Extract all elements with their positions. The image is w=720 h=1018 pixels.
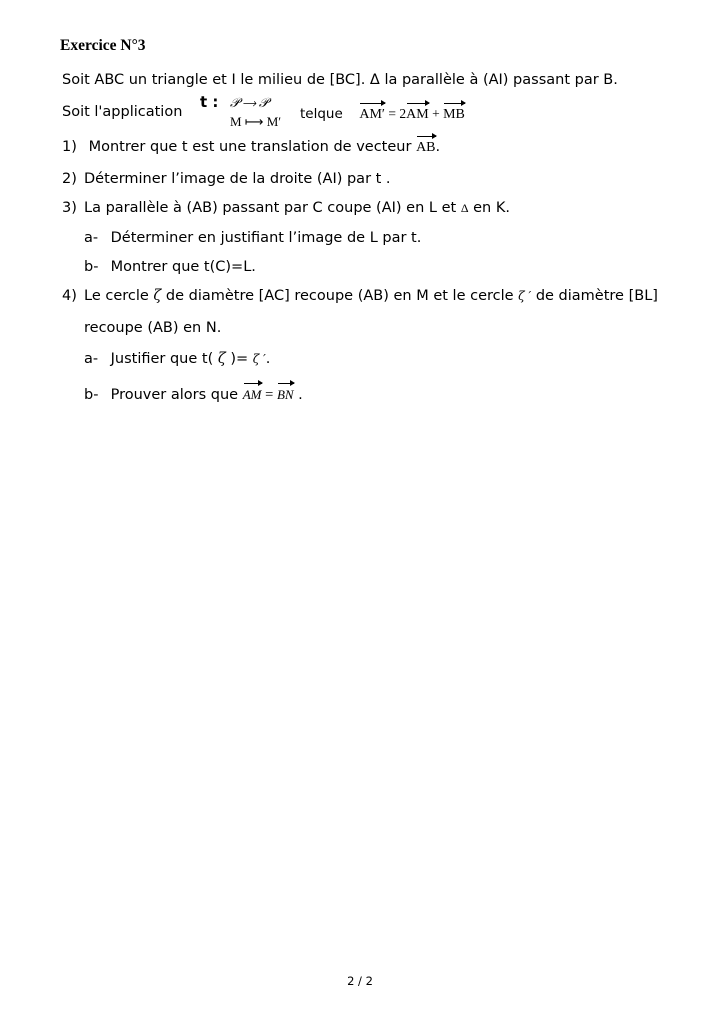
question-4a-zeta-prime: ζ ′ (252, 352, 266, 366)
question-3-number: 3) (62, 200, 77, 216)
intro-line-2 (62, 103, 182, 121)
zeta-prime-symbol: ζ ′ (518, 289, 532, 303)
question-1 (62, 134, 440, 157)
question-3 (62, 199, 510, 217)
question-2-text: Déterminer l’image de la droite (AI) par t . (84, 171, 391, 187)
delta-symbol: Δ (460, 201, 469, 215)
question-2-number: 2) (62, 171, 77, 187)
telque-word: telque (300, 106, 343, 122)
vector-mb: MB (443, 101, 465, 124)
exercise-title: Exercice N°3 (60, 37, 146, 54)
question-4a (84, 350, 270, 368)
question-4a-text-1: Justifier que t( (106, 351, 218, 367)
question-1-end: . (435, 139, 441, 155)
vector-am: AM (406, 101, 429, 124)
question-4b-end: . (293, 387, 303, 403)
mapping-condition (300, 101, 465, 124)
question-3-text-b: en K. (468, 200, 510, 216)
question-4a-label: a- (84, 351, 99, 367)
plus-sign: + (428, 106, 444, 121)
intro-line-1: Soit ABC un triangle et I le milieu de [BC]. Δ la parallèle à (AI) passant par B. (62, 72, 618, 88)
question-4a-end: . (265, 351, 271, 367)
question-3a-label: a- (84, 230, 99, 246)
map-rule: M ⟼ M′ (230, 114, 282, 129)
map-symbol: t : (200, 93, 219, 111)
application-mapping (200, 93, 290, 133)
question-4b-label: b- (84, 387, 99, 403)
question-3-text-a: La parallèle à (AB) passant par C coupe (AI) en L et (84, 200, 461, 216)
zeta-symbol: ζ (153, 288, 162, 304)
map-domain: 𝒫 ⟶ 𝒫 (230, 95, 269, 110)
vector-bn-italic: BN (277, 381, 294, 404)
question-4-text-b: de diamètre [AC] recoupe (AB) en M et le cercle (161, 288, 519, 304)
question-4 (62, 287, 658, 305)
question-3a (84, 229, 421, 247)
question-4a-text-2: )= (225, 351, 253, 367)
question-4a-zeta: ζ (217, 351, 226, 367)
question-3b-label: b- (84, 259, 99, 275)
question-3a-text: Déterminer en justifiant l’image de L par t. (106, 230, 422, 246)
vector-ab: AB (416, 134, 435, 157)
question-4b-equals: = (261, 387, 277, 403)
question-1-number: 1) (62, 139, 77, 155)
question-4b-text: Prouver alors que (106, 387, 243, 403)
question-1-text: Montrer que t est une translation de vecteur (84, 139, 417, 155)
vector-am-italic: AM (243, 381, 262, 404)
question-4b (84, 381, 303, 404)
vector-am-prime: AM′ (359, 101, 385, 124)
question-4-text-c: de diamètre [BL] (531, 288, 658, 304)
question-4-number: 4) (62, 288, 77, 304)
page-number: 2 / 2 (347, 974, 373, 988)
equals-two: = 2 (385, 106, 407, 121)
question-4-text-a: Le cercle (84, 288, 154, 304)
question-3b-text: Montrer que t(C)=L. (106, 259, 256, 275)
intro-prefix: Soit l'application (62, 104, 183, 120)
question-4-line-2: recoupe (AB) en N. (84, 320, 222, 336)
question-3b (84, 258, 256, 276)
question-2 (62, 170, 391, 188)
